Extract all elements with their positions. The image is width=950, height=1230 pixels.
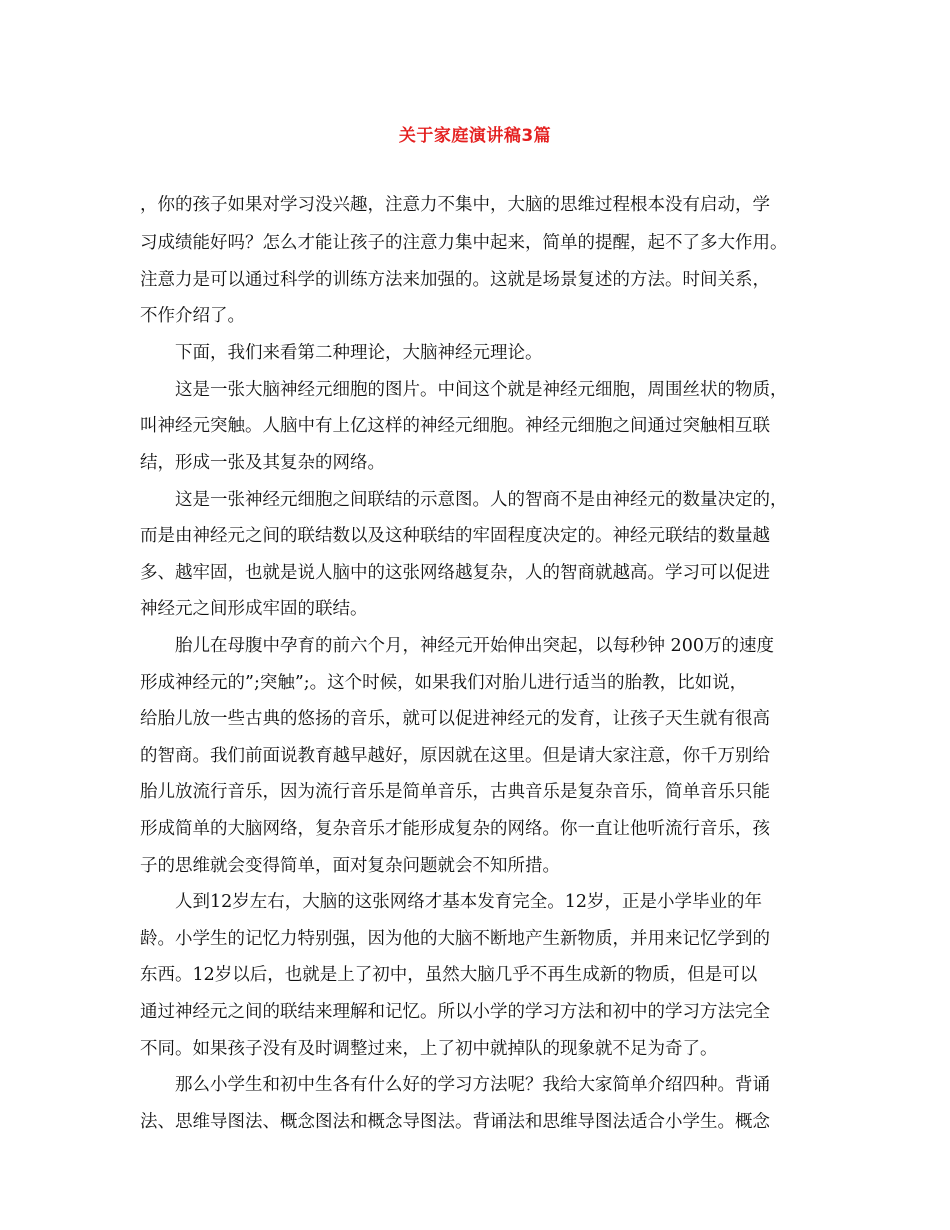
text-line: 下面，我们来看第二种理论，大脑神经元理论。 [175, 343, 543, 363]
text-line: 这是一张神经元细胞之间联结的示意图。人的智商不是由神经元的数量决定的， [175, 490, 788, 510]
text-line: 人到12岁左右，大脑的这张网络才基本发育完全。12岁，正是小学毕业的年 [175, 892, 763, 912]
text-line: 习成绩能好吗？怎么才能让孩子的注意力集中起来，简单的提醒，起不了多大作用。 [140, 233, 788, 253]
text-line: 而是由神经元之间的联结数以及这种联结的牢固程度决定的。神经元联结的数量越 [140, 526, 770, 546]
text-line: 形成神经元的”;突触”;。这个时候，如果我们对胎儿进行适当的胎教，比如说， [140, 673, 748, 693]
text-line: 那么小学生和初中生各有什么好的学习方法呢？我给大家简单介绍四种。背诵 [175, 1075, 770, 1095]
text-line: 不同。如果孩子没有及时调整过来，上了初中就掉队的现象就不足为奇了。 [140, 1039, 718, 1059]
text-line: 多、越牢固，也就是说人脑中的这张网络越复杂，人的智商就越高。学习可以促进 [140, 563, 770, 583]
document-title: 关于家庭演讲稿3篇 [398, 126, 552, 146]
text-line: 龄。小学生的记忆力特别强，因为他的大脑不断地产生新物质，并用来记忆学到的 [140, 929, 770, 949]
text-line: 给胎儿放一些古典的悠扬的音乐，就可以促进神经元的发育，让孩子天生就有很高 [140, 709, 770, 729]
text-line: 子的思维就会变得简单，面对复杂问题就会不知所措。 [140, 856, 560, 876]
text-line: 胎儿在母腹中孕育的前六个月，神经元开始伸出突起，以每秒钟 200万的速度 [175, 636, 774, 656]
text-line: 东西。12岁以后，也就是上了初中，虽然大脑几乎不再生成新的物质，但是可以 [140, 965, 758, 985]
text-line: 法、思维导图法、概念图法和概念导图法。背诵法和思维导图法适合小学生。概念 [140, 1112, 770, 1132]
text-line: 这是一张大脑神经元细胞的图片。中间这个就是神经元细胞，周围丝状的物质， [175, 380, 788, 400]
text-line: 形成简单的大脑网络，复杂音乐才能形成复杂的网络。你一直让他听流行音乐，孩 [140, 819, 770, 839]
text-line: 胎儿放流行音乐，因为流行音乐是简单音乐，古典音乐是复杂音乐，简单音乐只能 [140, 782, 770, 802]
text-line: 结，形成一张及其复杂的网络。 [140, 453, 385, 473]
text-line: ，你的孩子如果对学习没兴趣，注意力不集中，大脑的思维过程根本没有启动，学 [140, 195, 770, 215]
text-line: 叫神经元突触。人脑中有上亿这样的神经元细胞。神经元细胞之间通过突触相互联 [140, 416, 770, 436]
text-line: 注意力是可以通过科学的训练方法来加强的。这就是场景复述的方法。时间关系， [140, 270, 770, 290]
text-line: 神经元之间形成牢固的联结。 [140, 599, 368, 619]
text-line: 的智商。我们前面说教育越早越好，原因就在这里。但是请大家注意，你千万别给 [140, 746, 770, 766]
text-line: 通过神经元之间的联结来理解和记忆。所以小学的学习方法和初中的学习方法完全 [140, 1002, 770, 1022]
text-line: 不作介绍了。 [140, 306, 245, 326]
